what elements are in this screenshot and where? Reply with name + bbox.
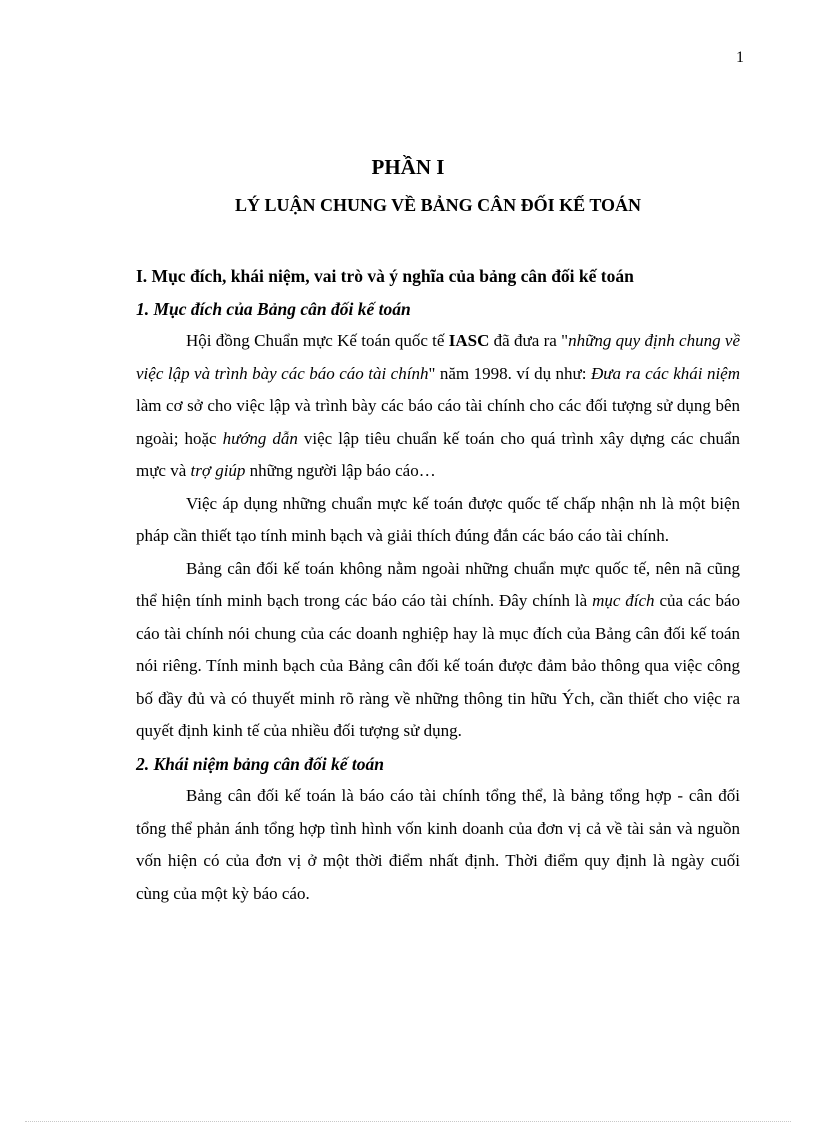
page-number: 1 xyxy=(736,49,744,66)
text-run: những người lập báo cáo… xyxy=(245,461,436,480)
text-run: làm cơ sở cho việc lập và trình bày các báo cáo tài chính cho các đối tượng sử dụng bên ngoài; hoặc xyxy=(136,396,740,448)
text-run: Bảng cân đối kế toán không nằm ngoài những chuẩn mực quốc tế, nên nã cũng thể hiện tính minh bạch trong các báo cáo tài chính. Đây chính là xyxy=(136,558,740,610)
document-title: LÝ LUẬN CHUNG VỀ BẢNG CÂN ĐỐI KẾ TOÁN xyxy=(234,195,642,215)
paragraph-standards: Việc áp dụng những chuẩn mực kế toán được quốc tế chấp nhận nh là một biện pháp cần thiết tạo tính minh bạch và giải thích đúng đắn các báo cáo tài chính. xyxy=(136,493,740,545)
document-body xyxy=(136,260,740,910)
text-run: đã đưa ra " xyxy=(489,331,569,350)
page-bottom-rule xyxy=(25,1121,791,1122)
part-title: PHẦN I xyxy=(371,155,445,179)
paragraph-transparency xyxy=(136,553,740,748)
text-run: " năm 1998. ví dụ như: xyxy=(428,363,591,383)
text-run: Hội đồng Chuẩn mực Kế toán quốc tế xyxy=(186,331,449,350)
paragraph-concept: Bảng cân đối kế toán là báo cáo tài chính tổng thể, là bảng tổng hợp - cân đối tổng thể phản ánh tổng hợp tình hình vốn kinh doanh của đơn vị cả về tài sản và nguồn vốn hiện có của đơn vị ở một thời điểm nhất định. Thời điểm quy định là ngày cuối cùng của một kỳ báo cáo. xyxy=(136,786,740,903)
emphasis-text: mục đích xyxy=(592,591,655,610)
section-heading: I. Mục đích, khái niệm, vai trò và ý nghĩa của bảng cân đối kế toán xyxy=(136,266,634,286)
emphasis-text: hướng dẫn xyxy=(222,428,298,448)
emphasis-text: những quy định chung về việc lập và trình bày các báo cáo tài chính xyxy=(136,331,740,383)
text-run: của các báo cáo tài chính nói chung của các doanh nghiệp hay là mục đích của Bảng cân đối kế toán nói riêng. Tính minh bạch của Bảng cân đối kế toán được đảm bảo thông qua việc công bố đầy đủ và có thuyết minh rõ ràng về những thông tin hữu Ých, cần thiết cho việc ra quyết định kinh tế của nhiều đối tượng sử dụng. xyxy=(136,591,740,740)
emphasis-text: trợ giúp xyxy=(190,461,246,480)
subsection-heading-purpose: 1. Mục đích của Bảng cân đối kế toán xyxy=(136,298,411,319)
text-run: việc lập tiêu chuẩn kế toán cho quá trình xây dựng các chuẩn mực và xyxy=(136,428,740,480)
paragraph-iasc xyxy=(136,325,740,488)
subsection-heading-concept: 2. Khái niệm bảng cân đối kế toán xyxy=(136,753,384,774)
emphasis-text: Đưa ra các khái niệm xyxy=(590,363,740,383)
iasc-acronym: IASC xyxy=(448,331,490,350)
